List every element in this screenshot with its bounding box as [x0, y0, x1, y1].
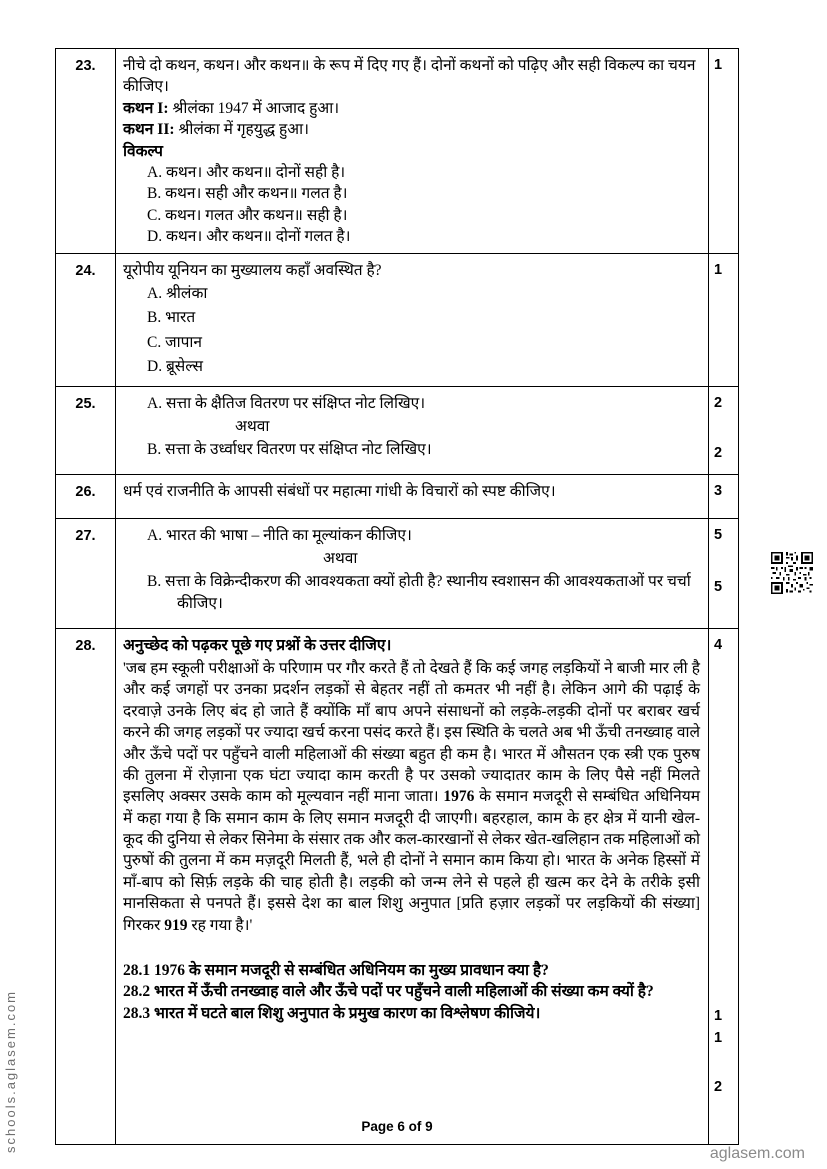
passage-bold-919: 919: [164, 916, 188, 934]
marks-24: 1: [709, 254, 739, 386]
statement-1-label: कथन I:: [123, 99, 169, 117]
marks-25: [709, 386, 739, 474]
page-number: Page 6 of 9: [361, 1119, 433, 1134]
option-d: D. कथन। और कथन॥ दोनों गलत है।: [147, 228, 351, 245]
question-number-24: 24.: [56, 254, 116, 386]
choice-a-text: A. सत्ता के क्षैतिज वितरण पर संक्षिप्त नोट लिखिए।: [147, 394, 426, 412]
question-body-24: [116, 254, 709, 386]
question-body-27: [116, 518, 709, 628]
choice-b-text: B. सत्ता के उर्ध्वाधर वितरण पर संक्षिप्त नोट लिखिए।: [147, 441, 432, 459]
question-body-26: [116, 474, 709, 518]
choice-a-text: A. भारत की भाषा – नीति का मूल्यांकन कीजिए।: [147, 526, 412, 544]
question-row-28: [56, 628, 739, 1144]
sub-marks-group: [714, 1005, 738, 1098]
question-body-25: [116, 386, 709, 474]
options-heading: विकल्प: [123, 142, 163, 160]
choice-b-text: B. सत्ता के विक्रेन्दीकरण की आवश्यकता क्यों होती है? स्थानीय स्वशासन की आवश्यकताओं पर चर्चा कीजिए।: [147, 573, 691, 612]
options-list-23: [147, 162, 700, 248]
marks-28-main: 4: [714, 636, 723, 653]
sub-questions: [123, 960, 700, 1024]
question-row-24: [56, 254, 739, 386]
question-number-26: 26.: [56, 474, 116, 518]
question-body-28: [116, 628, 709, 1144]
marks-28-3: 2: [714, 1078, 723, 1095]
marks-28-2: 1: [714, 1029, 723, 1046]
left-watermark-text: schools.aglasem.com: [3, 990, 18, 1153]
option-b: B. भारत: [147, 309, 196, 327]
option-a: A. श्रीलंका: [147, 284, 208, 302]
statement-2: [123, 119, 700, 140]
question-row-27: [56, 518, 739, 628]
statement-2-label: कथन II:: [123, 121, 175, 139]
sub-question-28-1: 28.1 1976 के समान मजदूरी से सम्बंधित अधिनियम का मुख्य प्रावधान क्या है?: [123, 961, 549, 979]
option-a: A. कथन। और कथन॥ दोनों सही है।: [147, 163, 346, 181]
option-c: C. कथन। गलत और कथन॥ सही है।: [147, 206, 348, 224]
question-row-23: [56, 49, 739, 254]
passage-part-2: के समान मजदूरी से सम्बंधित अधिनियम में कहा गया है कि समान काम के लिए समान मजदूरी दी जाएगी। बहरहाल, काम के हर क्षेत्र में यानी खेल-कूद की दुनिया से लेकर सिनेमा के संसार तक और कल-कारखानों से लेकर खेत-खलिहान तक महिलाओं को पुरुषों की तुलना में कम मज़दूरी मिलती हैं, भले ही दोनों ने समान काम किया हो। भारत के अनेक हिस्सों में माँ-बाप को सिर्फ़ लड़के की चाह होती है। लड़की को जन्म लेने से पहले ही खत्म कर देने के तरीके इसी मानसिकता से पनपते हैं। इससे देश का बाल शिशु अनुपात [प्रति हज़ार लड़कों पर लड़कियों की संख्या] गिरकर: [123, 788, 700, 934]
marks-26: 3: [709, 474, 739, 518]
qr-code: [771, 552, 813, 594]
statement-2-text: श्रीलंका में गृहयुद्ध हुआ।: [178, 121, 309, 139]
passage-text: [123, 658, 700, 936]
question-text-24: यूरोपीय यूनियन का मुख्यालय कहाँ अवस्थित है?: [123, 262, 382, 280]
passage-part-3: रह गया है।': [187, 916, 253, 934]
question-row-25: [56, 386, 739, 474]
marks-28: [709, 628, 739, 1144]
question-body-23: [116, 49, 709, 254]
options-list-24: [147, 282, 700, 380]
question-row-26: [56, 474, 739, 518]
question-number-27: 27.: [56, 518, 116, 628]
question-text-26: धर्म एवं राजनीति के आपसी संबंधों पर महात्मा गांधी के विचारों को स्पष्ट कीजिए।: [123, 482, 556, 500]
question-number-23: 23.: [56, 49, 116, 254]
question-number-28: 28.: [56, 628, 116, 1144]
sub-question-28-3: 28.3 भारत में घटते बाल शिशु अनुपात के प्रमुख कारण का विश्लेषण कीजिये।: [123, 1004, 541, 1022]
question-intro-23: नीचे दो कथन, कथन। और कथन॥ के रूप में दिए गए हैं। दोनों कथनों को पढ़िए और सही विकल्प का चयन कीजिए।: [123, 57, 696, 96]
passage-heading: अनुच्छेद को पढ़कर पूछे गए प्रश्नों के उत्तर दीजिए।: [123, 636, 392, 654]
option-c: C. जापान: [147, 333, 203, 351]
bottom-right-watermark: aglasem.com: [709, 1145, 805, 1162]
marks-27-a: 5: [714, 526, 723, 543]
or-label: अथवा: [235, 418, 270, 436]
passage-bold-1976: 1976: [443, 788, 475, 806]
option-d: D. ब्रूसेल्स: [147, 358, 203, 376]
marks-25-a: 2: [714, 394, 723, 411]
marks-27-b: 5: [714, 578, 723, 595]
question-number-25: 25.: [56, 386, 116, 474]
question-table: [55, 48, 739, 1145]
option-b: B. कथन। सही और कथन॥ गलत है।: [147, 185, 348, 203]
passage-part-1: 'जब हम स्कूली परीक्षाओं के परिणाम पर गौर करते हैं तो देखते हैं कि कई जगह लड़कियों ने बाजी मार ली है और कई जगहों पर उनका प्रदर्शन लड़कों से बेहतर नहीं तो कमतर भी नहीं है। लेकिन आगे की पढ़ाई के दरवाज़े उनके लिए बंद हो जाते हैं क्योंकि माँ बाप अपने संसाधनों को लड़के-लड़की दोनों पर बराबर खर्च करने की जगह लड़कों पर ज्यादा खर्च करना पसंद करते हैं। इस स्थिति के चलते अब भी ऊँची तनख्वाह वाले और ऊँचे पदों पर पहुँचने वाली महिलाओं की संख्या बहुत ही कम है। भारत में औसतन एक स्त्री एक पुरुष की तुलना में रोज़ाना एक घंटा ज्यादा काम करती है पर उसको ज्यादातर काम के लिए पैसे नहीं मिलते इसलिए अक्सर उसके काम को मूल्यवान नहीं माना जाता।: [123, 660, 700, 806]
marks-28-1: 1: [714, 1007, 723, 1024]
sub-question-28-2: 28.2 भारत में ऊँची तनख्वाह वाले और ऊँचे पदों पर पहुँचने वाली महिलाओं की संख्या कम क्यों है?: [123, 983, 654, 1001]
marks-25-b: 2: [714, 444, 723, 461]
marks-23: 1: [709, 49, 739, 254]
marks-27: [709, 518, 739, 628]
or-label: अथवा: [323, 550, 358, 568]
statement-1-text: श्रीलंका 1947 में आजाद हुआ।: [172, 99, 340, 117]
statement-1: [123, 98, 700, 119]
